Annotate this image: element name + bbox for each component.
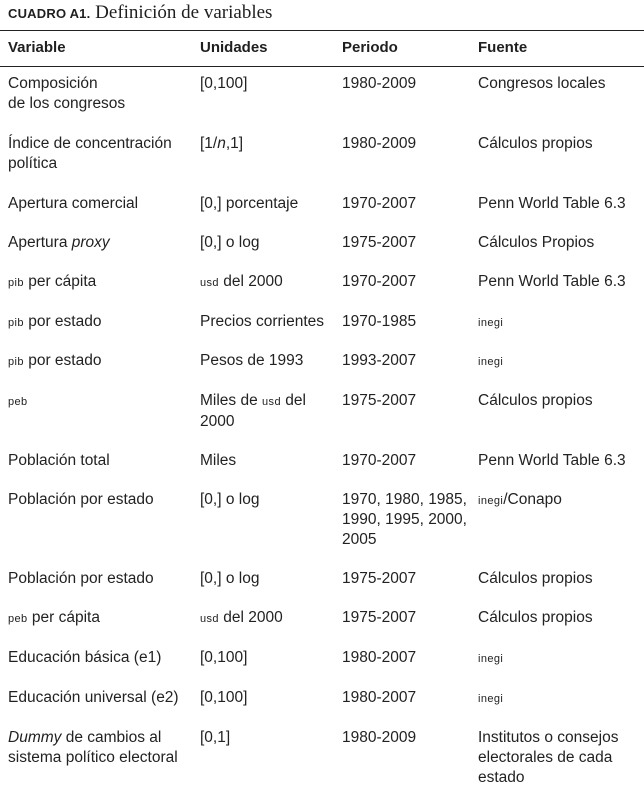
cell-periodo — [342, 451, 478, 490]
table-row — [0, 688, 644, 728]
cell-fuente — [478, 688, 644, 728]
cell-periodo — [342, 194, 478, 233]
header-periodo: Periodo — [342, 39, 398, 56]
cell-text: Composición — [8, 75, 98, 92]
table-row — [0, 490, 644, 569]
cell-text: 1970, 1980, 1985, — [342, 491, 467, 508]
cell-text: [0,] o log — [200, 491, 260, 508]
cell-variable — [0, 688, 200, 728]
cell-variable — [0, 728, 200, 788]
table-row — [0, 233, 644, 272]
cell-text: Cálculos propios — [478, 135, 593, 152]
header-row — [0, 34, 644, 64]
cell-text: [0,100] — [200, 689, 248, 706]
cell-text: [1/ — [200, 135, 218, 152]
cell-text: 1980-2007 — [342, 689, 417, 706]
cell-text: sistema político electoral — [8, 749, 178, 766]
cell-text: usd — [200, 277, 219, 289]
cell-text: Precios corrientes — [200, 313, 325, 330]
cell-text: pib — [8, 356, 24, 368]
table-row — [0, 569, 644, 608]
cell-variable — [0, 312, 200, 351]
cell-text: peb — [8, 396, 28, 408]
cell-fuente — [478, 490, 644, 569]
cell-fuente — [478, 194, 644, 233]
cell-text: Educación universal (e2) — [8, 689, 179, 706]
table-row — [0, 648, 644, 688]
table-row — [0, 312, 644, 351]
cell-text: 1970-2007 — [342, 195, 417, 212]
cell-text: electorales de cada — [478, 749, 613, 766]
cell-fuente — [478, 64, 644, 134]
cell-text: Cálculos Propios — [478, 234, 595, 251]
cell-text: 1975-2007 — [342, 392, 417, 409]
cell-text: de cambios al — [61, 729, 162, 746]
caption-label: CUADRO A1. — [8, 6, 91, 21]
cell-text: Penn World Table 6.3 — [478, 452, 626, 469]
cell-text: del — [280, 392, 306, 409]
cell-text: 1970-1985 — [342, 313, 417, 330]
cell-variable — [0, 194, 200, 233]
cell-variable — [0, 569, 200, 608]
cell-text: Institutos o consejos — [478, 729, 619, 746]
cell-text: estado — [478, 769, 525, 786]
cell-text: 1975-2007 — [342, 609, 417, 626]
cell-text: política — [8, 155, 58, 172]
cell-text: de los congresos — [8, 95, 126, 112]
table-caption — [8, 2, 272, 24]
cell-fuente — [478, 312, 644, 351]
cell-unidades — [200, 134, 342, 194]
cell-unidades — [200, 569, 342, 608]
cell-variable — [0, 490, 200, 569]
top-rule — [0, 30, 644, 31]
cell-text: [0,] o log — [200, 570, 260, 587]
cell-text: 1980-2009 — [342, 729, 417, 746]
cell-text: usd — [200, 613, 219, 625]
cell-text: 1993-2007 — [342, 352, 417, 369]
cell-fuente — [478, 451, 644, 490]
cell-text: [0,100] — [200, 75, 248, 92]
cell-text: inegi — [478, 693, 504, 705]
cell-text: del 2000 — [218, 609, 283, 626]
cell-text: peb — [8, 613, 28, 625]
cell-periodo — [342, 728, 478, 788]
cell-text: del 2000 — [218, 273, 283, 290]
cell-variable — [0, 272, 200, 312]
cell-text: Congresos locales — [478, 75, 606, 92]
table-row — [0, 194, 644, 233]
header-variable: Variable — [8, 39, 66, 56]
cell-text: Educación básica (e1) — [8, 649, 162, 666]
cell-fuente — [478, 272, 644, 312]
cell-text: [0,] o log — [200, 234, 260, 251]
cell-periodo — [342, 688, 478, 728]
cell-variable — [0, 64, 200, 134]
cell-text: n — [217, 135, 226, 152]
cell-periodo — [342, 64, 478, 134]
variables-table — [0, 34, 644, 788]
cell-text: 1970-2007 — [342, 452, 417, 469]
header-unidades: Unidades — [200, 39, 268, 56]
cell-fuente — [478, 134, 644, 194]
cell-text: pib — [8, 317, 24, 329]
cell-text: 1980-2007 — [342, 649, 417, 666]
cell-text: [0,] porcentaje — [200, 195, 299, 212]
cell-unidades — [200, 272, 342, 312]
cell-periodo — [342, 608, 478, 648]
table-row — [0, 134, 644, 194]
cell-text: Cálculos propios — [478, 609, 593, 626]
cell-text: usd — [262, 396, 281, 408]
cell-text: inegi — [478, 317, 504, 329]
cell-text: ,1] — [225, 135, 244, 152]
cell-text: 1970-2007 — [342, 273, 417, 290]
cell-text: Población por estado — [8, 570, 154, 587]
cell-text: Penn World Table 6.3 — [478, 273, 626, 290]
cell-text: por estado — [23, 313, 102, 330]
cell-text: Población por estado — [8, 491, 154, 508]
cell-text: 1990, 1995, 2000, — [342, 511, 467, 528]
caption-title: Definición de variables — [95, 2, 273, 23]
cell-variable — [0, 391, 200, 451]
cell-periodo — [342, 648, 478, 688]
cell-unidades — [200, 233, 342, 272]
cell-text: inegi — [478, 356, 504, 368]
cell-variable — [0, 351, 200, 391]
cell-text: pib — [8, 277, 24, 289]
cell-fuente — [478, 351, 644, 391]
cell-unidades — [200, 351, 342, 391]
cell-fuente — [478, 569, 644, 608]
cell-unidades — [200, 312, 342, 351]
cell-unidades — [200, 648, 342, 688]
cell-unidades — [200, 451, 342, 490]
cell-text: [0,100] — [200, 649, 248, 666]
cell-unidades — [200, 64, 342, 134]
cell-fuente — [478, 648, 644, 688]
cell-text: Cálculos propios — [478, 570, 593, 587]
cell-fuente — [478, 728, 644, 788]
cell-text: 2000 — [200, 413, 235, 430]
cell-text: por estado — [23, 352, 102, 369]
cell-text: Pesos de 1993 — [200, 352, 304, 369]
cell-text: 1975-2007 — [342, 234, 417, 251]
cell-unidades — [200, 728, 342, 788]
cell-text: Cálculos propios — [478, 392, 593, 409]
cell-text: Miles de — [200, 392, 263, 409]
cell-text: per cápita — [23, 273, 97, 290]
cell-periodo — [342, 272, 478, 312]
cell-variable — [0, 648, 200, 688]
cell-periodo — [342, 351, 478, 391]
header-fuente: Fuente — [478, 39, 528, 56]
cell-periodo — [342, 233, 478, 272]
cell-text: Dummy — [8, 729, 62, 746]
cell-periodo — [342, 490, 478, 569]
cell-text: inegi — [478, 495, 504, 507]
cell-text: per cápita — [27, 609, 100, 626]
cell-text: Miles — [200, 452, 237, 469]
cell-periodo — [342, 134, 478, 194]
table-row — [0, 272, 644, 312]
cell-periodo — [342, 312, 478, 351]
cell-text: 2005 — [342, 531, 377, 548]
cell-text: [0,1] — [200, 729, 231, 746]
table-body — [0, 64, 644, 788]
cell-text: Índice de concentración — [8, 135, 172, 152]
cell-text: 1980-2009 — [342, 135, 417, 152]
cell-variable — [0, 134, 200, 194]
table-row — [0, 64, 644, 134]
cell-periodo — [342, 391, 478, 451]
cell-text: 1980-2009 — [342, 75, 417, 92]
cell-text: Población total — [8, 452, 110, 469]
cell-text: proxy — [71, 234, 110, 251]
table-row — [0, 728, 644, 788]
table-row — [0, 608, 644, 648]
cell-variable — [0, 233, 200, 272]
cell-text: Apertura — [8, 234, 72, 251]
cell-text: Apertura comercial — [8, 195, 139, 212]
cell-text: /Conapo — [503, 491, 562, 508]
cell-unidades — [200, 194, 342, 233]
table-row — [0, 451, 644, 490]
cell-fuente — [478, 608, 644, 648]
cell-text: inegi — [478, 653, 504, 665]
cell-variable — [0, 451, 200, 490]
cell-text: Penn World Table 6.3 — [478, 195, 626, 212]
cell-fuente — [478, 391, 644, 451]
cell-unidades — [200, 608, 342, 648]
cell-unidades — [200, 490, 342, 569]
table-row — [0, 351, 644, 391]
cell-periodo — [342, 569, 478, 608]
cell-text: 1975-2007 — [342, 570, 417, 587]
table-row — [0, 391, 644, 451]
cell-fuente — [478, 233, 644, 272]
cell-variable — [0, 608, 200, 648]
cell-unidades — [200, 688, 342, 728]
cell-unidades — [200, 391, 342, 451]
